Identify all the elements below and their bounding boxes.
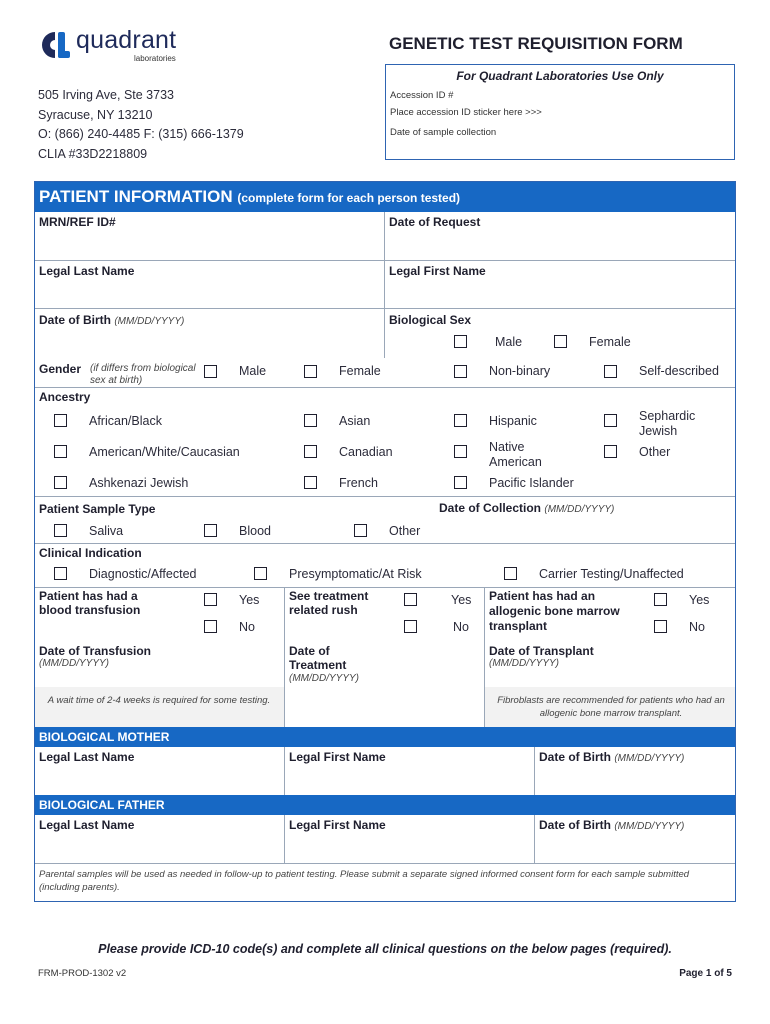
accession-sticker-area[interactable]: Place accession ID sticker here >>> xyxy=(390,107,542,118)
clinical-carrier-checkbox[interactable] xyxy=(504,567,517,580)
sample-saliva-checkbox[interactable] xyxy=(54,524,67,537)
bmt-yes-checkbox[interactable] xyxy=(654,593,667,606)
father-first-name-label: Legal First Name xyxy=(289,818,386,832)
date-of-request-label: Date of Request xyxy=(389,215,481,229)
bio-mother-header xyxy=(35,727,735,747)
icd10-instruction: Please provide ICD-10 code(s) and complete all clinical questions on the below pages (required). xyxy=(98,942,672,956)
patient-info-header xyxy=(35,182,735,212)
sample-blood-checkbox[interactable] xyxy=(204,524,217,537)
ancestry-native-american-label: Native American xyxy=(489,440,542,469)
gender-nonbinary-checkbox[interactable] xyxy=(454,365,467,378)
page-number: Page 1 of 5 xyxy=(679,968,732,979)
gender-self-described-label: Self-described xyxy=(639,364,719,378)
ancestry-hispanic-label: Hispanic xyxy=(489,414,537,428)
mother-first-name-label: Legal First Name xyxy=(289,750,386,764)
ancestry-sephardic-checkbox[interactable] xyxy=(604,414,617,427)
sample-other-checkbox[interactable] xyxy=(354,524,367,537)
logo-wordmark: quadrant xyxy=(76,26,177,54)
ancestry-canadian-checkbox[interactable] xyxy=(304,445,317,458)
date-of-transplant-label: Date of Transplant xyxy=(489,644,594,658)
bio-father-title: BIOLOGICAL FATHER xyxy=(39,798,165,812)
ancestry-other-label: Other xyxy=(639,445,671,459)
ancestry-native-american-checkbox[interactable] xyxy=(454,445,467,458)
sample-collection-date-field[interactable]: Date of sample collection xyxy=(390,127,497,138)
gender-male-label: Male xyxy=(239,364,267,378)
bmt-no-label: No xyxy=(689,620,705,634)
ancestry-asian-label: Asian xyxy=(339,414,371,428)
patient-info-subtitle: (complete form for each person tested) xyxy=(237,191,461,205)
transfusion-yes-checkbox[interactable] xyxy=(204,593,217,606)
gender-label: Gender xyxy=(39,362,82,376)
date-of-transfusion-label: Date of Transfusion xyxy=(39,644,152,658)
form-title: GENETIC TEST REQUISITION FORM xyxy=(389,34,683,53)
patient-form xyxy=(34,181,736,902)
patient-info-title: PATIENT INFORMATION xyxy=(39,187,233,206)
lab-address xyxy=(38,86,244,164)
ancestry-african-checkbox[interactable] xyxy=(54,414,67,427)
phone-fax-line: O: (866) 240-4485 F: (315) 666-1379 xyxy=(38,127,244,141)
sex-female-label: Female xyxy=(589,335,631,349)
form-code: FRM-PROD-1302 v2 xyxy=(38,968,127,979)
mother-last-name-label: Legal Last Name xyxy=(39,750,135,764)
date-of-transplant-format: (MM/DD/YYYY) xyxy=(489,658,559,669)
transfusion-question: Patient has had a blood transfusion xyxy=(39,589,141,617)
ancestry-pacific-islander-checkbox[interactable] xyxy=(454,476,467,489)
transfusion-no-checkbox[interactable] xyxy=(204,620,217,633)
transfusion-no-label: No xyxy=(239,620,255,634)
bmt-yes-label: Yes xyxy=(689,593,710,607)
quadrant-logo-icon xyxy=(38,28,72,62)
ancestry-canadian-label: Canadian xyxy=(339,445,393,459)
fibroblast-note: Fibroblasts are recommended for patients who had an allogenic bone marrow transplant. xyxy=(497,695,725,719)
quadrant-logo xyxy=(38,26,198,66)
ancestry-american-white-checkbox[interactable] xyxy=(54,445,67,458)
sex-female-checkbox[interactable] xyxy=(554,335,567,348)
sample-blood-label: Blood xyxy=(239,524,271,538)
clinical-presymptomatic-checkbox[interactable] xyxy=(254,567,267,580)
biological-sex-label: Biological Sex xyxy=(389,313,472,327)
clia-line: CLIA #33D2218809 xyxy=(38,146,148,161)
address-line: Syracuse, NY 13210 xyxy=(38,107,153,122)
date-of-collection-label: Date of Collection (MM/DD/YYYY) xyxy=(439,501,615,515)
transfusion-yes-label: Yes xyxy=(239,593,260,607)
sample-type-label: Patient Sample Type xyxy=(39,502,156,516)
gender-female-checkbox[interactable] xyxy=(304,365,317,378)
legal-last-name-label: Legal Last Name xyxy=(39,264,135,278)
bio-father-header xyxy=(35,795,735,815)
treatment-yes-checkbox[interactable] xyxy=(404,593,417,606)
ancestry-french-label: French xyxy=(339,476,378,490)
treatment-yes-label: Yes xyxy=(451,593,472,607)
ancestry-ashkenazi-checkbox[interactable] xyxy=(54,476,67,489)
date-of-treatment-format: (MM/DD/YYYY) xyxy=(289,673,359,684)
lab-use-only-box xyxy=(385,64,735,160)
ancestry-other-checkbox[interactable] xyxy=(604,445,617,458)
father-last-name-label: Legal Last Name xyxy=(39,818,135,832)
clinical-presymptomatic-label: Presymptomatic/At Risk xyxy=(289,567,422,581)
clinical-indication-label: Clinical Indication xyxy=(39,546,142,560)
ancestry-hispanic-checkbox[interactable] xyxy=(454,414,467,427)
address-line: 505 Irving Ave, Ste 3733 xyxy=(38,88,174,102)
clinical-carrier-label: Carrier Testing/Unaffected xyxy=(539,567,684,581)
treatment-question: See treatment related rush xyxy=(289,589,369,617)
gender-female-label: Female xyxy=(339,364,381,378)
dob-label: Date of Birth (MM/DD/YYYY) xyxy=(39,313,185,327)
ancestry-american-white-label: American/White/Caucasian xyxy=(89,445,240,459)
bmt-question: Patient has had an allogenic bone marrow transplant xyxy=(489,589,620,633)
accession-id-field[interactable]: Accession ID # xyxy=(390,90,454,101)
parental-samples-note: Parental samples will be used as needed in follow-up to patient testing. Please submit a separate signed informed consent form for each sample submitted (including parents). xyxy=(39,869,690,893)
gender-nonbinary-label: Non-binary xyxy=(489,364,551,378)
treatment-no-label: No xyxy=(453,620,469,634)
ancestry-african-label: African/Black xyxy=(89,414,162,428)
sample-saliva-label: Saliva xyxy=(89,524,124,538)
ancestry-pacific-islander-label: Pacific Islander xyxy=(489,476,574,490)
clinical-diagnostic-label: Diagnostic/Affected xyxy=(89,567,197,581)
lab-use-only-title: For Quadrant Laboratories Use Only xyxy=(456,69,664,83)
ancestry-french-checkbox[interactable] xyxy=(304,476,317,489)
legal-first-name-label: Legal First Name xyxy=(389,264,486,278)
gender-male-checkbox[interactable] xyxy=(204,365,217,378)
sex-male-label: Male xyxy=(495,335,523,349)
clinical-diagnostic-checkbox[interactable] xyxy=(54,567,67,580)
sex-male-checkbox[interactable] xyxy=(454,335,467,348)
bio-mother-title: BIOLOGICAL MOTHER xyxy=(39,730,170,744)
treatment-no-checkbox[interactable] xyxy=(404,620,417,633)
date-of-treatment-label: Date of Treatment xyxy=(289,644,347,672)
date-of-transfusion-format: (MM/DD/YYYY) xyxy=(39,658,109,669)
ancestry-label: Ancestry xyxy=(39,390,91,404)
gender-sublabel: (if differs from biological sex at birth) xyxy=(90,363,196,386)
ancestry-asian-checkbox[interactable] xyxy=(304,414,317,427)
bmt-no-checkbox[interactable] xyxy=(654,620,667,633)
sample-other-label: Other xyxy=(389,524,421,538)
gender-self-described-checkbox[interactable] xyxy=(604,365,617,378)
wait-time-note: A wait time of 2-4 weeks is required for some testing. xyxy=(47,695,271,706)
mrn-label: MRN/REF ID# xyxy=(39,215,116,229)
father-dob-label: Date of Birth (MM/DD/YYYY) xyxy=(539,818,685,832)
ancestry-ashkenazi-label: Ashkenazi Jewish xyxy=(89,476,189,490)
logo-subtitle: laboratories xyxy=(134,54,176,63)
ancestry-sephardic-label: Sephardic Jewish xyxy=(639,409,696,438)
mother-dob-label: Date of Birth (MM/DD/YYYY) xyxy=(539,750,685,764)
